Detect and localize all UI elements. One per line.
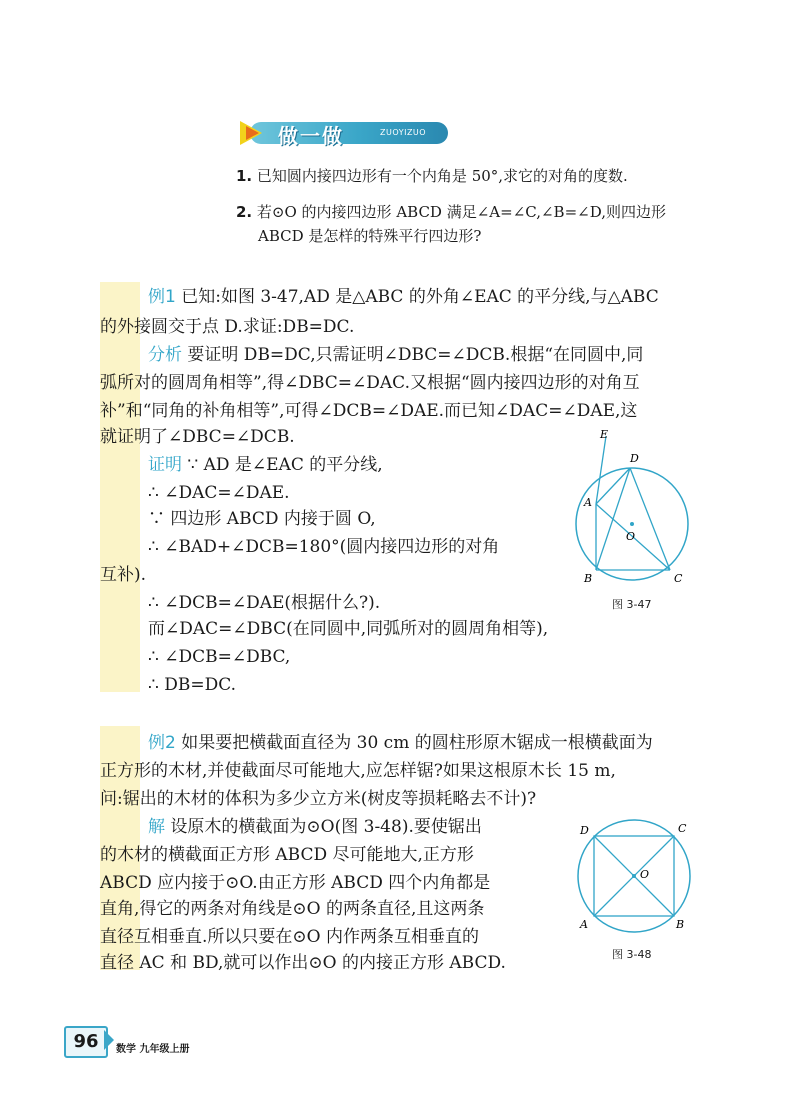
solution-line6: 直径 AC 和 BD,就可以作出⊙O 的内接正方形 ABCD. (100, 953, 506, 973)
label-A: A (580, 918, 588, 931)
banner-subtitle: ZUOYIZUO (380, 128, 427, 137)
label-O: O (640, 868, 650, 881)
example1-line1 (148, 286, 659, 308)
label-B: B (676, 918, 685, 931)
analysis-line2: 弧所对的圆周角相等”,得∠DBC=∠DAC.又根据“圆内接四边形的对角互 (100, 373, 640, 393)
solution-line3: ABCD 应内接于⊙O.由正方形 ABCD 四个内角都是 (100, 873, 491, 893)
banner-title: 做一做 (278, 124, 344, 148)
example2-label: 例2 (148, 733, 176, 753)
page-number: 96 (64, 1026, 108, 1058)
example2-line3: 问:锯出的木材的体积为多少立方米(树皮等损耗略去不计)? (100, 789, 537, 809)
banner-arrow-inner-icon (246, 126, 259, 140)
proof-line4: ∴ ∠BAD+∠DCB=180°(圆内接四边形的对角 (148, 537, 500, 557)
exercise-2-line2: ABCD 是怎样的特殊平行四边形? (258, 227, 482, 245)
exercise-2-text-line1: 若⊙O 的内接四边形 ABCD 满足∠A=∠C,∠B=∠D,则四边形 (256, 203, 666, 221)
analysis-line4: 就证明了∠DBC=∠DCB. (100, 427, 295, 447)
example1-highlight (100, 282, 140, 692)
label-O: O (626, 530, 636, 543)
figure-3-48 (570, 816, 700, 940)
example2-line1 (148, 732, 653, 754)
example1-label: 例1 (148, 287, 176, 307)
label-E: E (600, 428, 609, 441)
proof-line5: 互补). (100, 565, 147, 585)
label-D: D (580, 824, 589, 837)
exercise-2-number: 2. (236, 203, 253, 221)
proof-line6: ∴ ∠DCB=∠DAE(根据什么?). (148, 593, 381, 613)
solution-line1 (148, 816, 482, 838)
solution-line2: 的木材的横截面正方形 ABCD 尽可能地大,正方形 (100, 845, 474, 865)
analysis-label: 分析 (148, 345, 182, 365)
label-C: C (678, 822, 687, 835)
proof-line7: 而∠DAC=∠DBC(在同圆中,同弧所对的圆周角相等), (148, 619, 549, 639)
label-B: B (584, 572, 593, 585)
label-A: A (584, 496, 592, 509)
label-D: D (630, 452, 639, 465)
line-DC (630, 468, 670, 570)
exercise-1-text: 已知圆内接四边形有一个内角是 50°,求它的对角的度数. (256, 167, 628, 185)
proof-text1: ∵ AD 是∠EAC 的平分线, (187, 455, 383, 475)
page-flag-icon (104, 1030, 114, 1050)
section-banner (238, 118, 450, 148)
proof-line3: ∵ 四边形 ABCD 内接于圆 O, (148, 509, 376, 529)
line-DB (596, 468, 630, 570)
footer-book-title: 数学 九年级上册 (116, 1044, 190, 1055)
proof-line1 (148, 454, 383, 476)
exercise-2 (236, 202, 666, 222)
example2-text1: 如果要把横截面直径为 30 cm 的圆柱形原木锯成一根横截面为 (181, 733, 653, 753)
figure-3-48-caption: 图 3-48 (612, 948, 652, 961)
exercise-1-number: 1. (236, 167, 253, 185)
solution-line5: 直径互相垂直.所以只要在⊙O 内作两条互相垂直的 (100, 927, 479, 947)
solution-line4: 直角,得它的两条对角线是⊙O 的两条直径,且这两条 (100, 899, 485, 919)
example1-line2: 的外接圆交于点 D.求证:DB=DC. (100, 317, 355, 337)
solution-text1: 设原木的横截面为⊙O(图 3-48).要使锯出 (170, 817, 482, 837)
proof-line9: ∴ DB=DC. (148, 675, 237, 695)
center-point (632, 874, 636, 878)
proof-line8: ∴ ∠DCB=∠DBC, (148, 647, 291, 667)
line-EA (596, 436, 606, 504)
solution-label: 解 (148, 817, 165, 837)
analysis-text1: 要证明 DB=DC,只需证明∠DBC=∠DCB.根据“在同圆中,同 (187, 345, 644, 365)
center-point (630, 522, 634, 526)
figure-3-47-caption: 图 3-47 (612, 598, 652, 611)
proof-line2: ∴ ∠DAC=∠DAE. (148, 483, 290, 503)
label-C: C (674, 572, 683, 585)
analysis-line3: 补”和“同角的补角相等”,可得∠DCB=∠DAE.而已知∠DAC=∠DAE,这 (100, 401, 638, 421)
analysis-line1 (148, 344, 643, 366)
figure-3-47 (570, 424, 700, 588)
example1-text1: 已知:如图 3-47,AD 是△ABC 的外角∠EAC 的平分线,与△ABC (181, 287, 659, 307)
proof-label: 证明 (148, 455, 182, 475)
exercise-1 (236, 166, 628, 186)
example2-line2: 正方形的木材,并使截面尽可能地大,应怎样锯?如果这根原木长 15 m, (100, 761, 616, 781)
